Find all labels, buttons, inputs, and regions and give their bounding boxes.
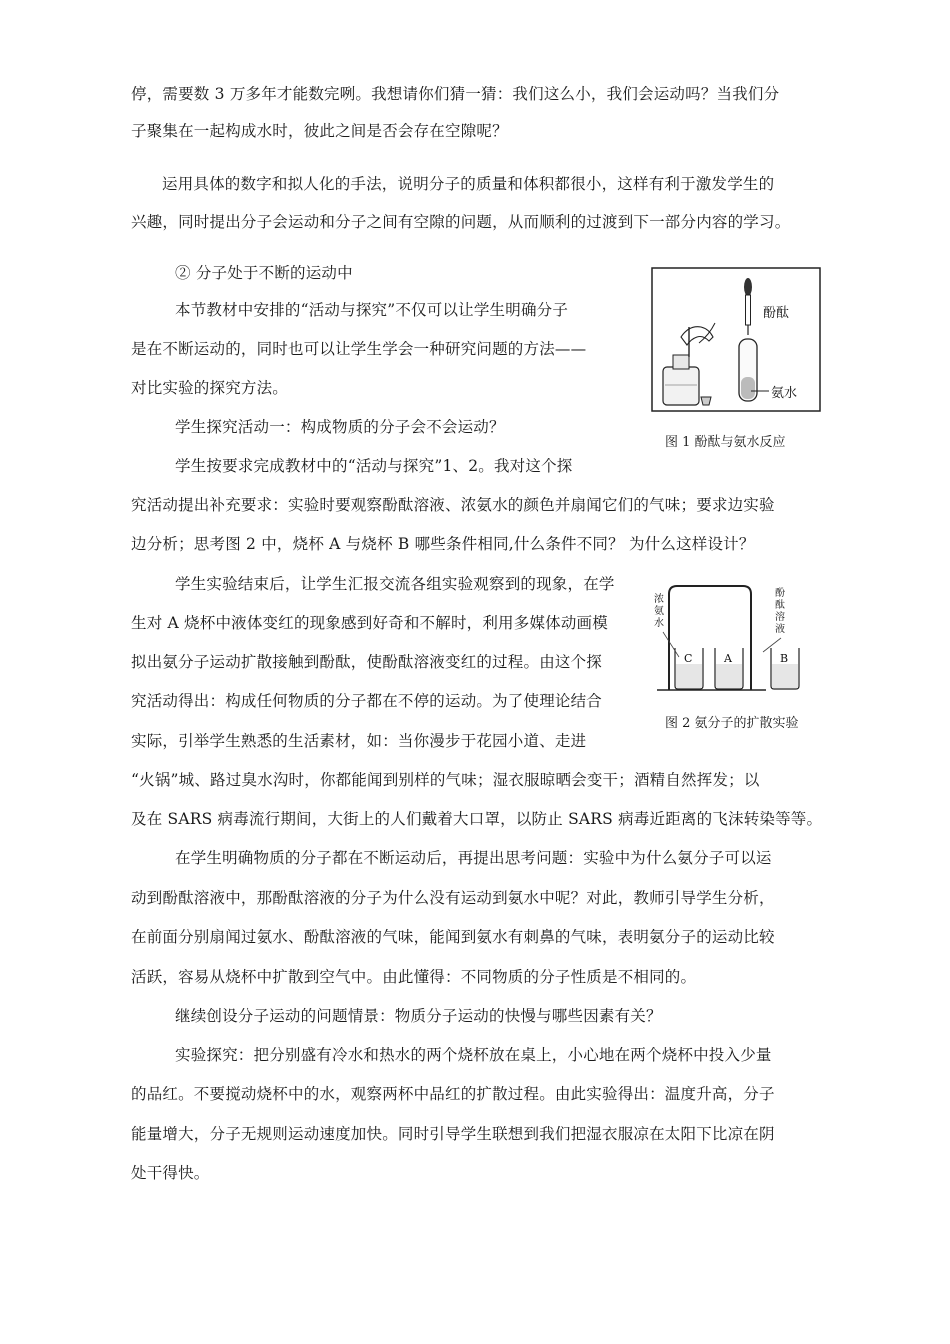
figure-1-illustration xyxy=(651,267,821,412)
text-line: 究活动得出：构成任何物质的分子都在不停的运动。为了使理论结合 xyxy=(131,692,603,710)
label-conc-ammonia-2: 氨 xyxy=(654,606,664,617)
section-heading: ② 分子处于不断的运动中 xyxy=(175,264,353,282)
text-line: 在学生明确物质的分子都在不断运动后，再提出思考问题：实验中为什么氨分子可以运 xyxy=(175,849,772,867)
text-line: 本节教材中安排的“活动与探究”不仅可以让学生明确分子 xyxy=(175,301,569,319)
text-line: 及在 SARS 病毒流行期间，大街上的人们戴着大口罩，以防止 SARS 病毒近距离的飞沫转染等等。 xyxy=(131,810,823,828)
text-line: 究活动提出补充要求：实验时要观察酚酞溶液、浓氨水的颜色并扇闻它们的气味；要求边实验 xyxy=(131,496,775,514)
label-conc-ammonia-3: 水 xyxy=(654,618,664,629)
figure-2-caption: 图 2 氨分子的扩散实验 xyxy=(665,716,799,731)
beaker-b-label: B xyxy=(780,652,789,665)
text-line: 实验探究：把分别盛有冷水和热水的两个烧杯放在桌上，小心地在两个烧杯中投入少量 xyxy=(175,1046,772,1064)
text-line: 生对 A 烧杯中液体变红的现象感到好奇和不解时，利用多媒体动画模 xyxy=(131,614,608,632)
text-line: 活跃，容易从烧杯中扩散到空气中。由此懂得：不同物质的分子性质是不相同的。 xyxy=(131,968,697,986)
text-line: 子聚集在一起构成水时，彼此之间是否会存在空隙呢？ xyxy=(131,122,508,140)
figure-1-caption: 图 1 酚酞与氨水反应 xyxy=(665,435,786,450)
text-line: 停，需要数 3 万多年才能数完咧。我想请你们猜一猜：我们这么小，我们会运动吗？当我们分 xyxy=(131,85,780,103)
text-line: 实际，引举学生熟悉的生活素材，如：当你漫步于花园小道、走进 xyxy=(131,732,587,750)
beaker-a-label: A xyxy=(724,652,732,665)
figure-2-illustration xyxy=(651,582,816,697)
text-line: 在前面分别扇闻过氨水、酚酞溶液的气味，能闻到氨水有刺鼻的气味，表明氨分子的运动比较 xyxy=(131,928,775,946)
text-line: 边分析；思考图 2 中，烧杯 A 与烧杯 B 哪些条件相同,什么条件不同？ 为什么这样设计？ xyxy=(131,535,755,553)
label-ammonia: 氨水 xyxy=(771,386,798,401)
text-line: 的品红。不要搅动烧杯中的水，观察两杯中品红的扩散过程。由此实验得出：温度升高，分子 xyxy=(131,1085,775,1103)
text-line: 学生探究活动一：构成物质的分子会不会运动？ xyxy=(175,418,505,436)
text-line: 拟出氨分子运动扩散接触到酚酞，使酚酞溶液变红的过程。由这个探 xyxy=(131,653,603,671)
text-line: 学生实验结束后，让学生汇报交流各组实验观察到的现象，在学 xyxy=(175,575,615,593)
beaker-c-label: C xyxy=(684,652,693,665)
text-line: 学生按要求完成教材中的“活动与探究”1、2。我对这个探 xyxy=(175,457,573,475)
text-line: 动到酚酞溶液中，那酚酞溶液的分子为什么没有运动到氨水中呢？对此，教师引导学生分析， xyxy=(131,889,775,907)
text-line: 处干得快。 xyxy=(131,1164,210,1182)
label-conc-ammonia-1: 浓 xyxy=(654,594,664,605)
label-phenol-3: 溶 xyxy=(775,612,785,623)
text-line: 运用具体的数字和拟人化的手法，说明分子的质量和体积都很小，这样有利于激发学生的 xyxy=(162,175,775,193)
text-line: “火锅”城、路过臭水沟时，你都能闻到别样的气味；湿衣服晾晒会变干；酒精自然挥发；以 xyxy=(131,771,760,789)
text-line: 是在不断运动的，同时也可以让学生学会一种研究问题的方法—— xyxy=(131,340,587,358)
text-line: 兴趣，同时提出分子会运动和分子之间有空隙的问题，从而顺利的过渡到下一部分内容的学习。 xyxy=(131,213,791,231)
label-phenolphthalein: 酚酞 xyxy=(763,306,790,321)
label-phenol-1: 酚 xyxy=(775,588,785,599)
text-line: 对比实验的探究方法。 xyxy=(131,379,289,397)
label-phenol-2: 酞 xyxy=(775,600,785,611)
text-line: 继续创设分子运动的问题情景：物质分子运动的快慢与哪些因素有关？ xyxy=(175,1007,662,1025)
label-phenol-4: 液 xyxy=(775,624,785,635)
text-line: 能量增大，分子无规则运动速度加快。同时引导学生联想到我们把湿衣服凉在太阳下比凉在阴 xyxy=(131,1125,775,1143)
